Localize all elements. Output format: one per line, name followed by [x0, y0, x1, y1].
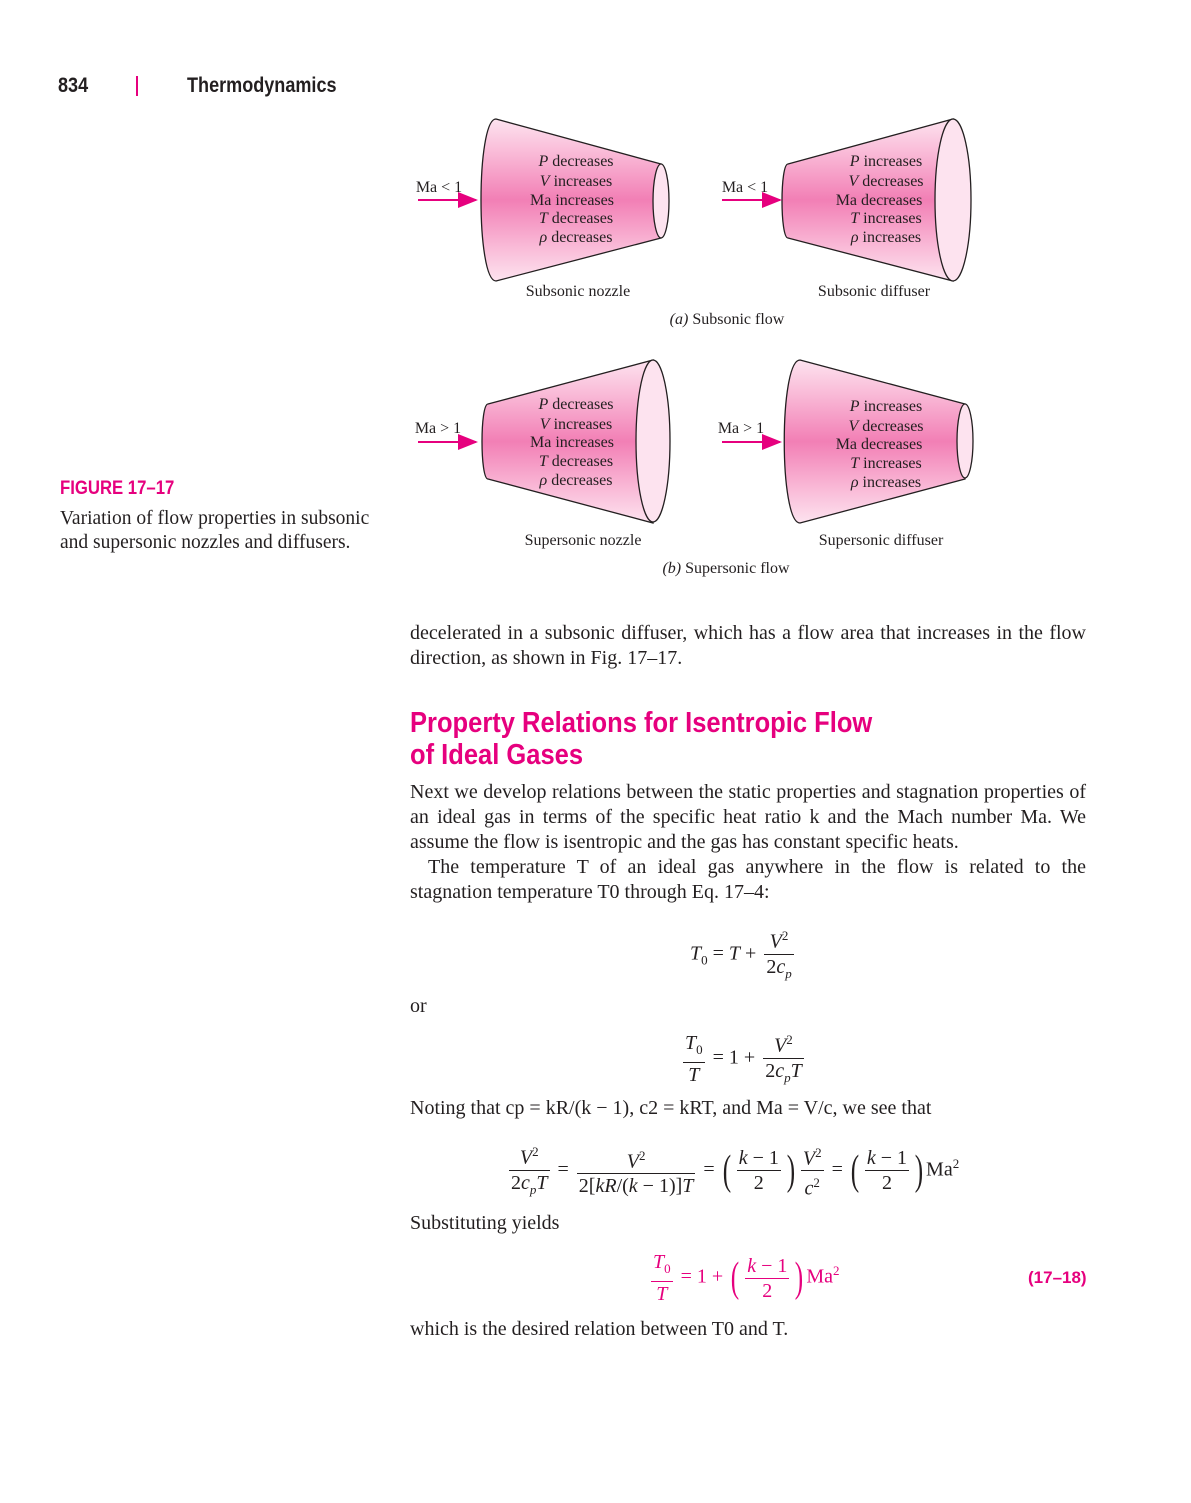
- device-name: Subsonic diffuser: [817, 283, 931, 300]
- panel-a-caption: (a) Subsonic flow: [669, 311, 785, 328]
- device-name: Supersonic diffuser: [818, 532, 944, 549]
- property-line: V increases: [539, 416, 613, 433]
- property-line: T decreases: [538, 453, 614, 470]
- equation-mach-substitution: $\frac{V^2}{2c_pT}$ = $\frac{V^2}{2[kR/(k - 1)]T}$ = ( $\frac{k - 1}{2}$ ) $\frac{V^2}{c^2}$ = ( $\frac{k - 1}{2}$ ) Ma$^2$: [506, 1140, 959, 1202]
- property-line: Ma increases: [530, 434, 614, 451]
- property-line: P increases: [849, 153, 923, 170]
- inlet-mach-label: Ma > 1: [414, 420, 462, 437]
- equation-stagnation-temperature: $T_0 = T$ + $\frac{V^2}{2c_p}$: [690, 924, 797, 986]
- or-text: or: [410, 995, 427, 1017]
- property-line: P increases: [849, 398, 923, 415]
- noting-text: Noting that cp = kR/(k − 1), c2 = kRT, and Ma = V/c, we see that: [410, 1097, 932, 1119]
- figure-17-17: [0, 0, 1191, 600]
- figure-caption: Variation of flow properties in subsonic and supersonic nozzles and diffusers.: [60, 508, 370, 553]
- paragraph: The temperature T of an ideal gas anywhere in the flow is related to the stagnation temperature T0 through Eq. 17–4:: [410, 856, 1086, 903]
- figure-label: FIGURE 17–17: [60, 478, 175, 499]
- property-line: T increases: [850, 210, 922, 227]
- property-line: Ma increases: [530, 192, 614, 209]
- panel-b-caption: (b) Supersonic flow: [662, 560, 790, 577]
- property-line: T decreases: [538, 210, 614, 227]
- property-line: Ma decreases: [835, 192, 923, 209]
- inlet-mach-label: Ma > 1: [717, 420, 765, 437]
- device-name: Subsonic nozzle: [525, 283, 631, 300]
- intro-paragraph: decelerated in a subsonic diffuser, which has a flow area that increases in the flow direction, as shown in Fig. 17–17.: [410, 622, 1086, 669]
- equation-number: (17–18): [1028, 1268, 1087, 1287]
- property-line: Ma decreases: [835, 436, 923, 453]
- final-text: which is the desired relation between T0 and T.: [410, 1318, 789, 1340]
- property-line: V decreases: [848, 418, 924, 435]
- device-name: Supersonic nozzle: [524, 532, 642, 549]
- property-line: P decreases: [538, 396, 614, 413]
- nozzle-property-list: [530, 153, 614, 246]
- property-line: T increases: [850, 455, 922, 472]
- property-line: ρ decreases: [539, 229, 613, 246]
- property-line: V decreases: [848, 173, 924, 190]
- running-head: Thermodynamics: [187, 74, 337, 97]
- inlet-mach-label: Ma < 1: [415, 179, 463, 196]
- paragraph: Next we develop relations between the static properties and stagnation properties of an ideal gas in terms of the specific heat ratio k and the Mach number Ma. We assume the flow is isentropic and the gas has constant specific heats.: [410, 781, 1086, 853]
- page-number: 834: [58, 74, 89, 97]
- equation-17-18: $\frac{T_0}{T}$ = 1 + ( $\frac{k - 1}{2}$ ) Ma$^2$: [653, 1251, 840, 1305]
- section-heading: Property Relations for Isentropic Flow of Ideal Gases: [410, 707, 873, 771]
- nozzle-property-list: [530, 396, 614, 489]
- property-line: ρ decreases: [539, 472, 613, 489]
- body-paragraphs: [410, 780, 1086, 905]
- property-line: V increases: [539, 173, 613, 190]
- property-line: ρ increases: [850, 229, 922, 246]
- property-line: P decreases: [538, 153, 614, 170]
- equation-temperature-ratio: $\frac{T_0}{T}$ = 1 + $\frac{V^2}{2c_pT}$: [680, 1028, 807, 1090]
- property-line: ρ increases: [850, 474, 922, 491]
- inlet-mach-label: Ma < 1: [721, 179, 769, 196]
- substituting-text: Substituting yields: [410, 1212, 560, 1234]
